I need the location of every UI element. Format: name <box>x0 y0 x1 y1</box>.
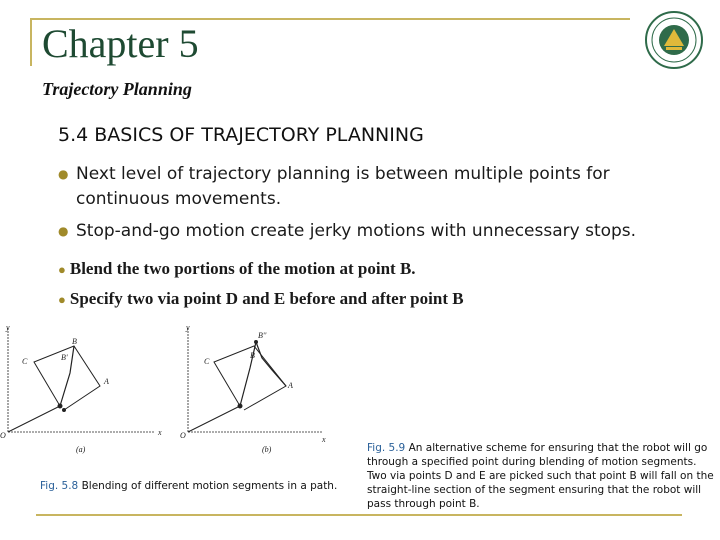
bullet-dot-icon: ● <box>58 224 69 238</box>
bullet-text: Stop-and-go motion create jerky motions with unnecessary stops. <box>76 221 637 241</box>
bullet-dot-icon: ● <box>58 167 69 181</box>
page-subtitle: Trajectory Planning <box>42 79 192 99</box>
bullet-dot-icon: ● <box>58 262 66 277</box>
figure-a <box>8 328 155 432</box>
bullet-dot-icon: ● <box>58 292 66 307</box>
figure-b-labels <box>180 323 326 454</box>
bullet-text: Blend the two portions of the motion at point B. <box>69 259 416 278</box>
bullet-text: Specify two via point D and E before and after point B <box>69 289 464 308</box>
fig-b-label: (b) <box>262 445 272 454</box>
caption-text: An alternative scheme for ensuring that the robot will go through a specified point during blending of motion segments. Two via points D and E are picked such that point B will fall on the straight-line section of the segment ensuring that the robot will pass through point B. <box>367 442 714 510</box>
fig-b-label: C <box>204 357 210 366</box>
fig-a-label: B' <box>61 353 68 362</box>
fig-b-label: x <box>322 435 326 444</box>
frame-left-rule <box>30 18 32 66</box>
section-heading: 5.4 BASICS OF TRAJECTORY PLANNING <box>58 124 424 146</box>
bullet-item-4 <box>58 289 464 309</box>
figure-number: Fig. 5.9 <box>367 442 406 454</box>
frame-bottom-rule <box>36 514 682 516</box>
fig-b-label: B'' <box>258 331 267 340</box>
bullet-item-2 <box>58 219 698 244</box>
fig-a-label: y <box>6 323 10 332</box>
fig-a-label: B <box>72 337 77 346</box>
fig-a-label: x <box>158 428 162 437</box>
bullet-item-1 <box>58 162 658 212</box>
bullet-item-3 <box>58 259 416 279</box>
frame-top-rule <box>30 18 630 20</box>
figure-5-8-caption <box>40 480 337 492</box>
caption-text: Blending of different motion segments in a path. <box>81 480 338 492</box>
fig-a-label: (a) <box>76 445 86 454</box>
figure-number: Fig. 5.8 <box>40 480 79 492</box>
blending-figure <box>0 318 330 458</box>
fig-b-label: O <box>180 431 186 440</box>
fig-a-label: A <box>104 377 109 386</box>
figure-a-labels <box>0 323 162 454</box>
figure-b <box>188 328 322 432</box>
fig-a-label: C <box>22 357 28 366</box>
university-seal-icon <box>644 10 704 70</box>
page-title: Chapter 5 <box>42 21 199 66</box>
fig-b-label: A <box>288 381 293 390</box>
fig-b-label: y <box>186 323 190 332</box>
fig-a-label: O <box>0 431 6 440</box>
figure-5-9-caption <box>367 441 717 511</box>
bullet-text: Next level of trajectory planning is between multiple points for continuous movements. <box>76 164 610 209</box>
fig-b-label: B <box>250 351 255 360</box>
